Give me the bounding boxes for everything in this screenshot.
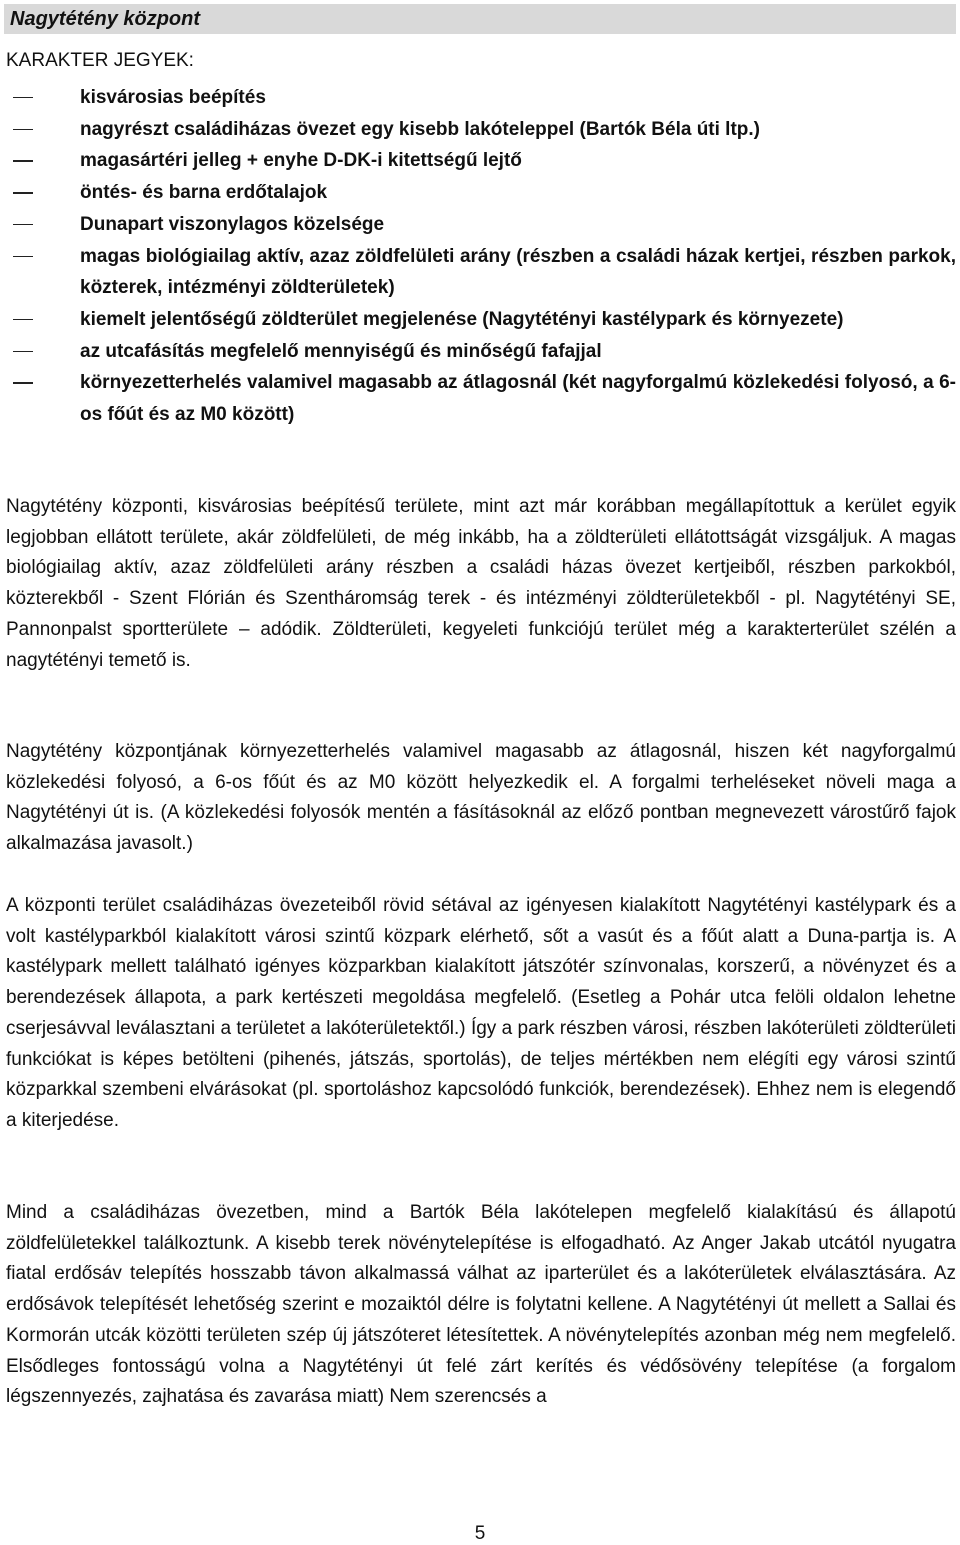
- character-heading: KARAKTER JEGYEK:: [6, 50, 194, 71]
- dash-bullet-icon: [13, 351, 33, 352]
- character-list: [0, 82, 960, 431]
- dash-bullet-icon: [13, 256, 33, 257]
- dash-bullet-icon: [13, 160, 33, 161]
- page-number: 5: [474, 1523, 486, 1544]
- list-item: [0, 304, 960, 336]
- list-item: [0, 82, 960, 114]
- list-item: [0, 367, 960, 430]
- list-item-text: kisvárosias beépítés: [80, 87, 266, 108]
- list-item: [0, 241, 960, 304]
- body-paragraph: A központi terület családiházas övezeteiből rövid sétával az igényesen kialakított Nagytétényi kastélypark és a volt kastélyparkból kialakított városi szintű közpark elérhető, sőt a vasút és a főút alatt a Duna-partja is. A kastélypark mellett található igényes közparkban kialakított játszótér színvonalas, korszerű, a növényzet és a berendezések állapota, a park kertészeti megoldása megfelelő. (Esetleg a Pohár utca felöli oldalon lehetne cserjesávval leválasztani a területet a lakóterületektől.) Így a park részben városi, részben lakóterületi zöldterületi funkciókat is képes betölteni (pihenés, játszás, sportolás), de teljes mértékben nem elégíti egy városi szintű közparkkal szembeni elvárásokat (pl. sportoláshoz kapcsolódó funkciók, berendezések). Ehhez nem is elegendő a kiterjedése.: [6, 895, 956, 1131]
- list-item-text: magas biológiailag aktív, azaz zöldfelületi arány (részben a családi házak kertjei, részben parkok, közterek, intézményi zöldterületek): [80, 245, 956, 299]
- dash-bullet-icon: [13, 129, 33, 130]
- section-title: Nagytétény központ: [10, 8, 201, 30]
- dash-bullet-icon: [13, 382, 33, 383]
- list-item-text: környezetterhelés valamivel magasabb az átlagosnál (két nagyforgalmú közlekedési folyosó, a 6-os főút és az M0 között): [80, 372, 956, 426]
- list-item-text: magasártéri jelleg + enyhe D-DK-i kitettségű lejtő: [80, 150, 522, 172]
- dash-bullet-icon: [13, 319, 33, 320]
- list-item: [0, 145, 960, 177]
- dash-bullet-icon: [13, 97, 33, 98]
- list-item-text: Dunapart viszonylagos közelsége: [80, 213, 385, 235]
- section-title-bar: [4, 4, 956, 34]
- dash-bullet-icon: [13, 192, 33, 193]
- body-paragraph: Nagytétény központi, kisvárosias beépítésű területe, mint azt már korábban megállapítottuk a kerület egyik legjobban ellátott területe, akár zöldfelületi, de még inkább, ha a zöldterületi ellátottságát vizsgáljuk. A magas biológiailag aktív, azaz zöldfelületi arány részben a családi házas övezet kertjeiből, részben parkokból, közterekből - Szent Flórián és Szentháromság terek - és intézményi zöldterületekből - pl. Nagytétényi SE, Pannonpalst sportterülete – adódik. Zöldterületi, kegyeleti funkciójú terület még a karakterterület szélén a nagytétényi temető is.: [6, 496, 956, 671]
- list-item: [0, 209, 960, 241]
- list-item-text: öntés- és barna erdőtalajok: [80, 182, 328, 204]
- list-item: [0, 177, 960, 209]
- body-paragraph: Mind a családiházas övezetben, mind a Bartók Béla lakótelepen megfelelő kialakítású és állapotú zöldfelületekkel találkoztunk. A kisebb terek növénytelepítése is elfogadható. Az Anger Jakab utcától nyugatra fiatal erdősáv telepítés hosszabb távon alkalmassá válhat az iparterület és a lakóterületek elválasztására. Az erdősávok telepítését lehetőség szerint e mozaiktól délre is folytatni kellene. A Nagytétényi út mellett a Sallai és Kormorán utcák közötti területen szép új játszóteret létesítettek. A növénytelepítés azonban még nem megfelelő. Elsődleges fontosságú volna a Nagytétényi út felé zárt kerítés és védősövény telepítése (a forgalom légszennyezés, zajhatása és zavarása miatt) Nem szerencsés a: [6, 1202, 956, 1408]
- list-item-text: az utcafásítás megfelelő mennyiségű és minőségű fafajjal: [80, 340, 602, 362]
- list-item-text: kiemelt jelentőségű zöldterület megjelenése (Nagytétényi kastélypark és környezete): [80, 308, 844, 330]
- dash-bullet-icon: [13, 224, 33, 225]
- list-item: [0, 114, 960, 146]
- list-item-text: nagyrészt családiházas övezet egy kisebb lakóteleppel (Bartók Béla úti ltp.): [80, 118, 761, 140]
- list-item: [0, 336, 960, 368]
- body-paragraph: Nagytétény központjának környezetterhelés valamivel magasabb az átlagosnál, hiszen két nagyforgalmú közlekedési folyosó, a 6-os főút és az M0 között helyezkedik el. A forgalmi terheléseket növeli maga a Nagytétényi út is. (A közlekedési folyosók mentén a fásításoknál az előző pontban megnevezett várostűrő fajok alkalmazása javasolt.): [6, 741, 956, 855]
